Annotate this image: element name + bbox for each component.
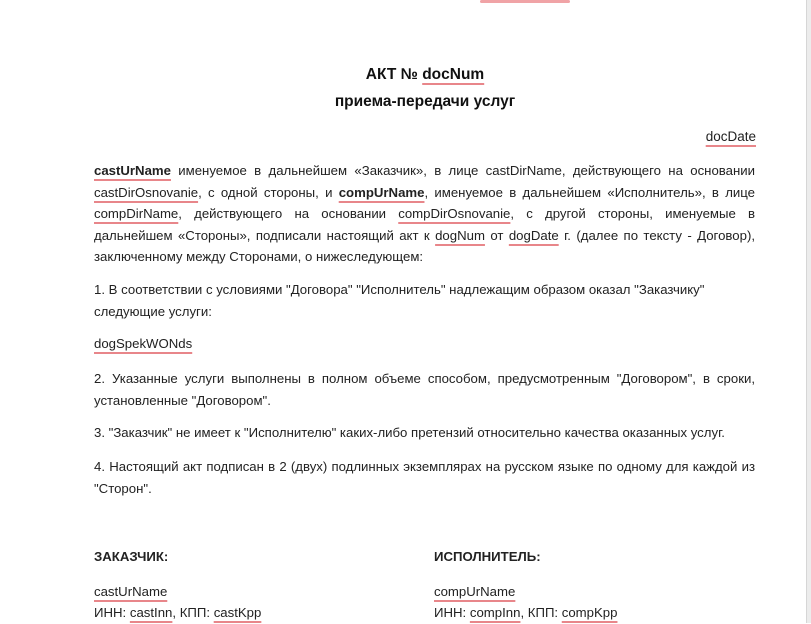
services-spec: dogSpekWONds [94, 336, 193, 351]
window-edge [806, 0, 811, 623]
dog-date: dogDate [508, 227, 559, 243]
contractor-name: compUrName [434, 583, 516, 599]
contractor-kpp: compKpp [561, 605, 618, 620]
document-title [0, 66, 811, 84]
cast-ur-name: castUrName [94, 163, 171, 178]
intro-text-6: от [484, 227, 509, 243]
clause-1: 1. В соответствии с условиями "Договора" "Исполнитель" надлежащим образом оказал "Заказчику" следующие услуги: [94, 282, 705, 319]
clause-4: 4. Настоящий акт подписан в 2 (двух) подлинных экземплярах на русском языке по одному для каждой из "Сторон". [94, 459, 755, 496]
contractor-heading: ИСПОЛНИТЕЛЬ: [434, 549, 541, 564]
highlight-mark [480, 0, 570, 3]
document-subtitle: приема-передачи услуг [334, 93, 516, 110]
customer-inn-label: ИНН: [94, 605, 130, 620]
comp-ur-name: compUrName [338, 184, 425, 200]
clause-2: 2. Указанные услуги выполнены в полном объеме способом, предусмотренным "Договором", в сроки, установленные "Договором". [94, 371, 755, 408]
title-prefix: АКТ № [365, 66, 423, 83]
intro-text-2: , с одной стороны, и [198, 184, 339, 200]
contractor-kpp-label: , КПП: [520, 605, 562, 620]
customer-kpp-label: , КПП: [172, 605, 214, 620]
customer-heading: ЗАКАЗЧИК: [94, 549, 169, 564]
customer-block [94, 546, 261, 624]
intro-text-1: именуемое в дальнейшем «Заказчик», в лице castDirName, действующего на основании [170, 163, 755, 178]
intro-text-7: г. (далее по тексту - Договор), заключенному между Сторонами, о нижеследующем: [94, 227, 755, 264]
contractor-block [434, 546, 617, 624]
contractor-inn-label: ИНН: [434, 605, 470, 620]
comp-dir-osnovanie: compDirOsnovanie [398, 206, 511, 221]
dog-num: dogNum [435, 227, 485, 243]
intro-text-5: , с другой стороны, именуемые в дальнейшем «Стороны», подписали настоящий акт к [94, 206, 755, 243]
intro-text-4: , действующего на основании [178, 206, 399, 221]
customer-kpp: castKpp [213, 605, 262, 620]
cast-dir-osnovanie: castDirOsnovanie [94, 184, 199, 200]
intro-text-3: , именуемое в дальнейшем «Исполнитель», в лице [424, 184, 755, 200]
intro-paragraph [94, 160, 755, 268]
contractor-inn: compInn [469, 605, 521, 620]
contractor-requisites [434, 602, 617, 624]
customer-requisites [94, 602, 261, 624]
comp-dir-name: compDirName [94, 206, 179, 221]
clause-3: 3. "Заказчик" не имеет к "Исполнителю" каких-либо претензий относительно качества оказанных услуг. [94, 425, 725, 440]
document-date: docDate [705, 129, 756, 144]
title-doc-num: docNum [422, 66, 485, 83]
customer-name: castUrName [94, 583, 168, 599]
customer-inn: castInn [129, 605, 173, 620]
